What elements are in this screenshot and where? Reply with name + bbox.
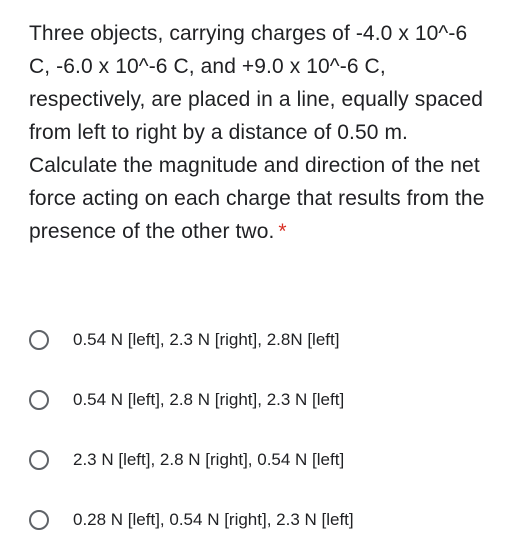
question-text-block xyxy=(29,17,489,248)
answer-options xyxy=(29,310,499,550)
option-label: 2.3 N [left], 2.8 N [right], 0.54 N [left] xyxy=(73,450,345,469)
option-label: 0.54 N [left], 2.3 N [right], 2.8N [left] xyxy=(73,330,340,349)
question-text: Three objects, carrying charges of -4.0 x 10^-6 C, -6.0 x 10^-6 C, and +9.0 x 10^-6 C, respectively, are placed in a line, equally spaced from left to right by a distance of 0.50 m. Calculate the magnitude and direction of the net force acting on each charge that results from the presence of the other two. xyxy=(29,22,485,243)
radio-unchecked-icon[interactable] xyxy=(29,450,49,470)
required-asterisk: * xyxy=(278,220,287,243)
option-label: 0.54 N [left], 2.8 N [right], 2.3 N [left] xyxy=(73,390,345,409)
option-4[interactable] xyxy=(29,490,499,550)
option-2[interactable] xyxy=(29,370,499,430)
radio-unchecked-icon[interactable] xyxy=(29,510,49,530)
option-label: 0.28 N [left], 0.54 N [right], 2.3 N [left] xyxy=(73,510,354,529)
radio-unchecked-icon[interactable] xyxy=(29,390,49,410)
option-1[interactable] xyxy=(29,310,499,370)
option-3[interactable] xyxy=(29,430,499,490)
radio-unchecked-icon[interactable] xyxy=(29,330,49,350)
